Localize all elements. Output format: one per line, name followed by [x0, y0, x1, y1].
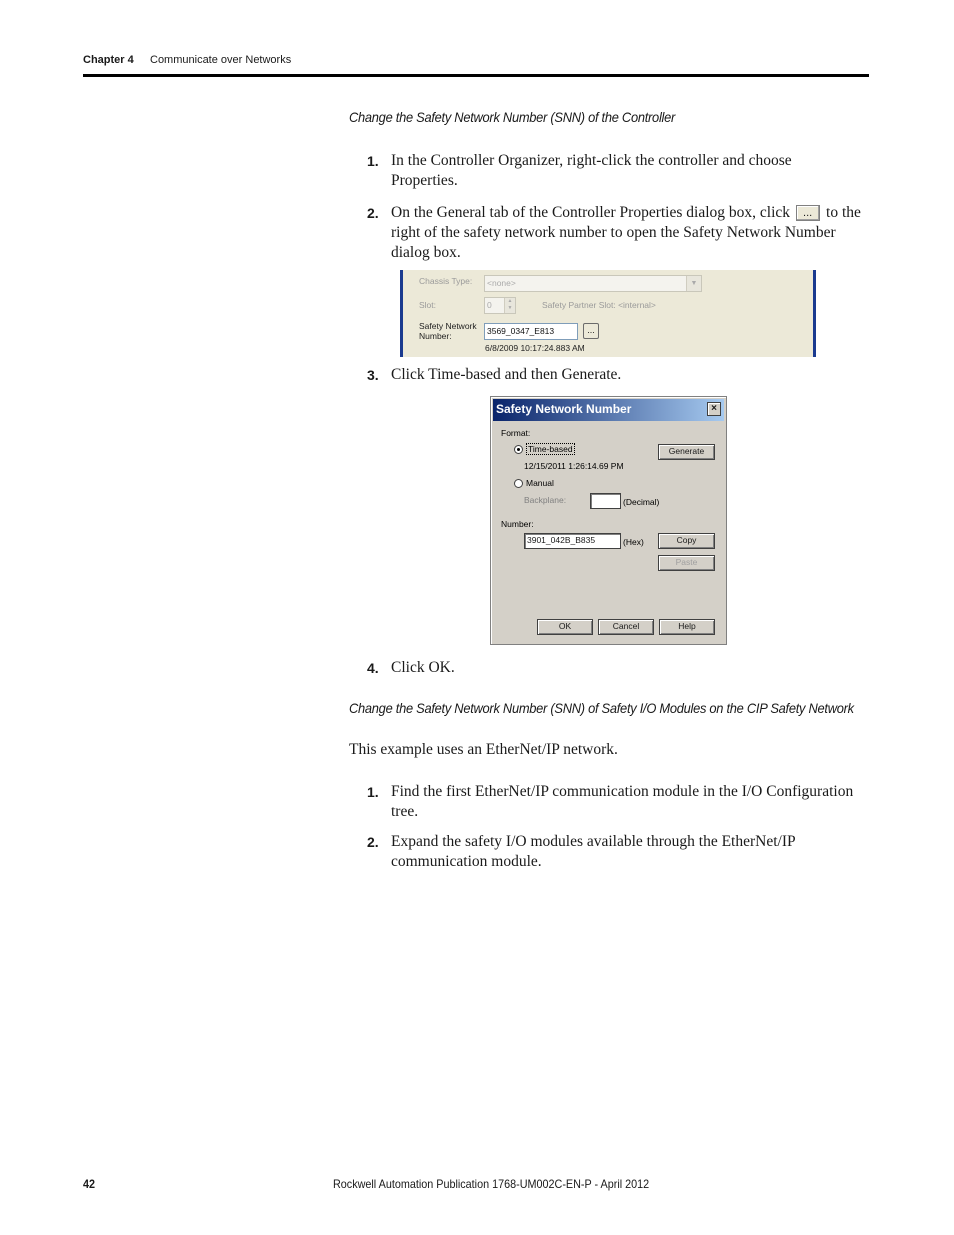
backplane-label: Backplane:	[524, 495, 567, 505]
format-label: Format:	[501, 428, 531, 438]
help-button[interactable]: Help	[659, 619, 715, 635]
time-based-value: 12/15/2011 1:26:14.69 PM	[524, 461, 624, 471]
chapter-title: Communicate over Networks	[150, 54, 292, 66]
inline-browse-button-label: ...	[803, 207, 813, 220]
copy-button[interactable]: Copy	[658, 533, 715, 549]
section-heading-controller-snn: Change the Safety Network Number (SNN) of the Controller	[349, 109, 676, 125]
step-2	[367, 203, 862, 263]
step-number: 1.	[367, 784, 379, 800]
snn-browse-button[interactable]: ...	[583, 323, 599, 339]
publication-info: Rockwell Automation Publication 1768-UM002C-EN-P - April 2012	[333, 1177, 650, 1191]
cancel-button[interactable]: Cancel	[598, 619, 654, 635]
chassis-type-select[interactable]	[484, 275, 702, 292]
step-4	[367, 658, 862, 678]
snn-label	[419, 321, 477, 341]
step-number: 1.	[367, 153, 379, 169]
close-icon[interactable]: ×	[707, 402, 721, 416]
number-input[interactable]: 3901_042B_B835	[524, 533, 621, 549]
time-based-radio[interactable]	[514, 445, 523, 454]
inline-browse-button-image	[796, 205, 820, 221]
ok-button[interactable]: OK	[537, 619, 593, 635]
safety-partner-slot: Safety Partner Slot: <internal>	[542, 300, 656, 310]
intro-paragraph: This example uses an EtherNet/IP network.	[349, 741, 618, 758]
chapter-label: Chapter 4	[83, 54, 134, 66]
spinner-arrows-icon: ▲ ▼	[504, 298, 515, 313]
decimal-label: (Decimal)	[623, 497, 660, 507]
chevron-down-icon: ▼	[686, 276, 701, 291]
chassis-type-value: <none>	[487, 278, 516, 288]
step-text: Expand the safety I/O modules available through the EtherNet/IP communication module.	[391, 833, 796, 870]
step-3	[367, 365, 862, 385]
generate-button[interactable]: Generate	[658, 444, 715, 460]
chassis-type-label: Chassis Type:	[419, 276, 473, 286]
controller-properties-screenshot	[400, 270, 816, 357]
snn-field[interactable]: 3569_0347_E813	[484, 323, 578, 340]
step-number: 3.	[367, 367, 379, 383]
step-text-before: On the General tab of the Controller Properties dialog box, click	[391, 204, 791, 221]
io-step-1	[367, 782, 862, 822]
window-border-left	[400, 270, 403, 357]
step-text	[391, 203, 861, 263]
step-text: Find the first EtherNet/IP communication module in the I/O Configuration tree.	[391, 783, 854, 820]
step-1	[367, 151, 862, 191]
safety-network-number-dialog	[490, 396, 727, 645]
window-border-right	[813, 270, 816, 357]
number-label: Number:	[501, 519, 534, 529]
step-number: 2.	[367, 205, 379, 221]
time-based-label-wrap	[526, 444, 575, 454]
manual-radio[interactable]	[514, 479, 523, 488]
time-based-label: Time-based	[528, 444, 573, 454]
step-number: 2.	[367, 834, 379, 850]
manual-label: Manual	[526, 478, 554, 488]
dialog-titlebar	[493, 399, 724, 421]
backplane-input[interactable]	[590, 493, 621, 509]
snn-label-line1: Safety Network	[419, 321, 477, 331]
paste-button[interactable]: Paste	[658, 555, 715, 571]
slot-spinner[interactable]	[484, 297, 516, 314]
snn-label-line2: Number:	[419, 331, 452, 341]
section-heading-io-snn: Change the Safety Network Number (SNN) of Safety I/O Modules on the CIP Safety Network	[349, 700, 854, 716]
header-rule	[83, 74, 869, 77]
page-number: 42	[83, 1177, 96, 1191]
slot-label: Slot:	[419, 300, 437, 310]
step-text: In the Controller Organizer, right-click the controller and choose Properties.	[391, 152, 792, 189]
dialog-title: Safety Network Number	[496, 402, 632, 416]
step-text: Click Time-based and then Generate.	[391, 366, 622, 383]
slot-value: 0	[487, 300, 492, 310]
hex-label: (Hex)	[623, 537, 644, 547]
snn-timestamp: 6/8/2009 10:17:24.883 AM	[485, 343, 585, 353]
step-number: 4.	[367, 660, 379, 676]
step-text-after: to the right of the safety network number to open the Safety Network Number dialog box.	[391, 204, 861, 261]
io-step-2	[367, 832, 862, 872]
step-text: Click OK.	[391, 659, 455, 676]
